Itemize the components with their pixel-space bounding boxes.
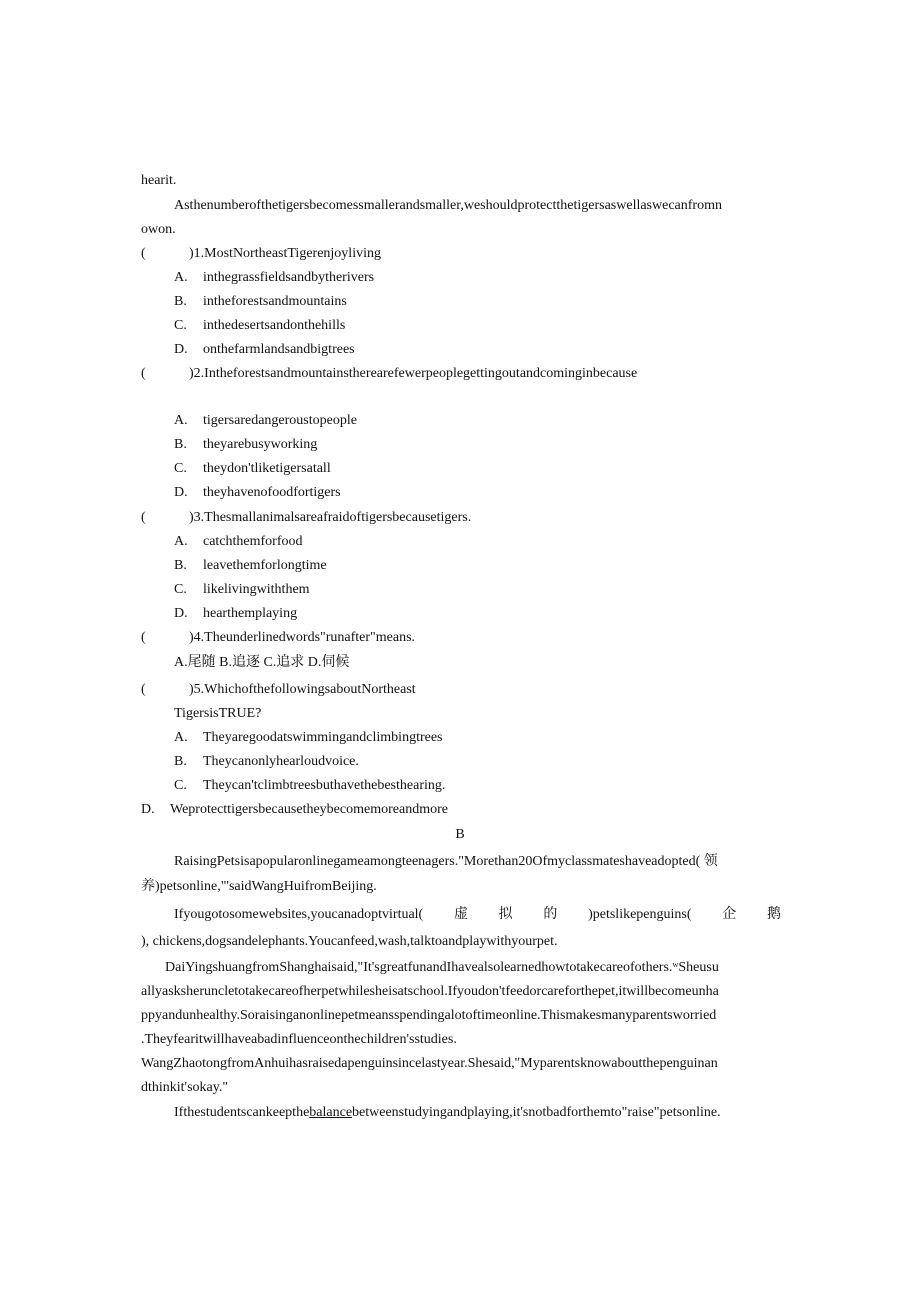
question-stem: )1.MostNortheastTigerenjoyliving xyxy=(189,246,381,261)
option-q1-a: A. inthegrassfieldsandbytherivers xyxy=(174,270,375,285)
option-q2-d: D. theyhavenofoodfortigers xyxy=(174,485,341,500)
option-q1-b: B. intheforestsandmountains xyxy=(174,294,347,309)
passage-b-p2-line2: ), chickens,dogsandelephants.Youcanfeed,wash,talktoandplaywithyourpet. xyxy=(141,934,558,949)
passage-b-p3-line2: allyasksheruncletotakecareofherpetwhilesheisatschool.Ifyoudon'tfeedorcareforthepet,itwillbecomeunha xyxy=(141,984,719,999)
passage-b-p3-line1: DaiYingshuangfromShanghaisaid,"It'sgreatfunandIhavealsolearnedhowtotakecareofothers.ʷSheusu xyxy=(165,960,719,975)
option-q3-a: A. catchthemforfood xyxy=(174,534,303,549)
passage-b-p1-line2: 养)petsonline,"'saidWangHuifromBeijing. xyxy=(141,879,377,894)
option-q3-b: B. leavethemforlongtime xyxy=(174,558,327,573)
option-q5-a: A. Theyaregoodatswimmingandclimbingtrees xyxy=(174,730,443,745)
answer-blank[interactable]: ( xyxy=(141,682,146,697)
passage-b-p1-line1: RaisingPetsisapopularonlinegameamongteenagers."Morethan20Ofmyclassmateshaveadopted( 领 xyxy=(174,854,718,869)
question-1 xyxy=(141,244,381,264)
option-q5-d: D. Weprotecttigersbecausetheybecomemoreandmore xyxy=(141,802,448,817)
option-q3-c: C. likelivingwiththem xyxy=(174,582,310,597)
passage-closing-line: Asthenumberofthetigersbecomessmallerandsmaller,weshouldprotectthetigersaswellaswecanfromn xyxy=(174,198,722,213)
option-q1-d: D. onthefarmlandsandbigtrees xyxy=(174,342,355,357)
underlined-word: balance xyxy=(309,1105,353,1120)
section-heading: B xyxy=(455,827,465,842)
option-q5-b: B. Theycanonlyhearloudvoice. xyxy=(174,754,359,769)
passage-b-p4-line1: WangZhaotongfromAnhuihasraisedapenguinsincelastyear.Shesaid,'ʹMyparentsknowaboutthepenguinan xyxy=(141,1056,718,1071)
question-stem: )4.Theunderlinedwords"runafter"means. xyxy=(189,630,416,645)
answer-blank[interactable]: ( xyxy=(141,510,146,525)
option-q2-a: A. tigersaredangeroustopeople xyxy=(174,413,357,428)
passage-b-p5: Ifthestudentscankeepthebalancebetweenstudyingandplaying,it'snotbadforthemto"raise"petsonline. xyxy=(174,1105,721,1120)
option-q2-b: B. theyarebusyworking xyxy=(174,437,318,452)
passage-fragment: hearit. xyxy=(141,173,177,188)
question-stem: )5.WhichofthefollowingsaboutNortheast xyxy=(189,682,416,697)
question-stem-cont: TigersisTRUE? xyxy=(174,706,262,721)
question-stem: )3.Thesmallanimalsareafraidoftigersbecausetigers. xyxy=(189,510,472,525)
question-4 xyxy=(141,628,415,648)
option-q4-inline: A.尾随 B.追逐 C.追求 D.伺候 xyxy=(174,655,350,670)
option-q1-c: C. inthedesertsandonthehills xyxy=(174,318,346,333)
passage-b-p2-line1: Ifyougotosomewebsites,youcanadoptvirtual( 虚 拟 的 )petslikepenguins( 企 鹅 xyxy=(174,907,781,922)
answer-blank[interactable]: ( xyxy=(141,366,146,381)
passage-b-p3-line3: ppyandunhealthy.Soraisinganonlinepetmeansspendingalotoftimeonline.Thismakesmanyparentsworried xyxy=(141,1008,717,1023)
question-2 xyxy=(141,364,637,384)
answer-blank[interactable]: ( xyxy=(141,630,146,645)
question-stem: )2.Intheforestsandmountainstherearefewerpeoplegettingoutandcominginbecause xyxy=(189,366,638,381)
question-5 xyxy=(141,680,416,700)
option-q3-d: D. hearthemplaying xyxy=(174,606,298,621)
passage-closing-cont: owon. xyxy=(141,222,176,237)
option-q2-c: C. theydon'tliketigersatall xyxy=(174,461,331,476)
option-q5-c: C. Theycan'tclimbtreesbuthavethebesthearing. xyxy=(174,778,446,793)
question-3 xyxy=(141,508,471,528)
passage-b-p4-line2: dthinkit'sokay." xyxy=(141,1080,229,1095)
answer-blank[interactable]: ( xyxy=(141,246,146,261)
passage-b-p3-line4: .Theyfearitwillhaveabadinfluenceonthechildren'sstudies. xyxy=(141,1032,457,1047)
